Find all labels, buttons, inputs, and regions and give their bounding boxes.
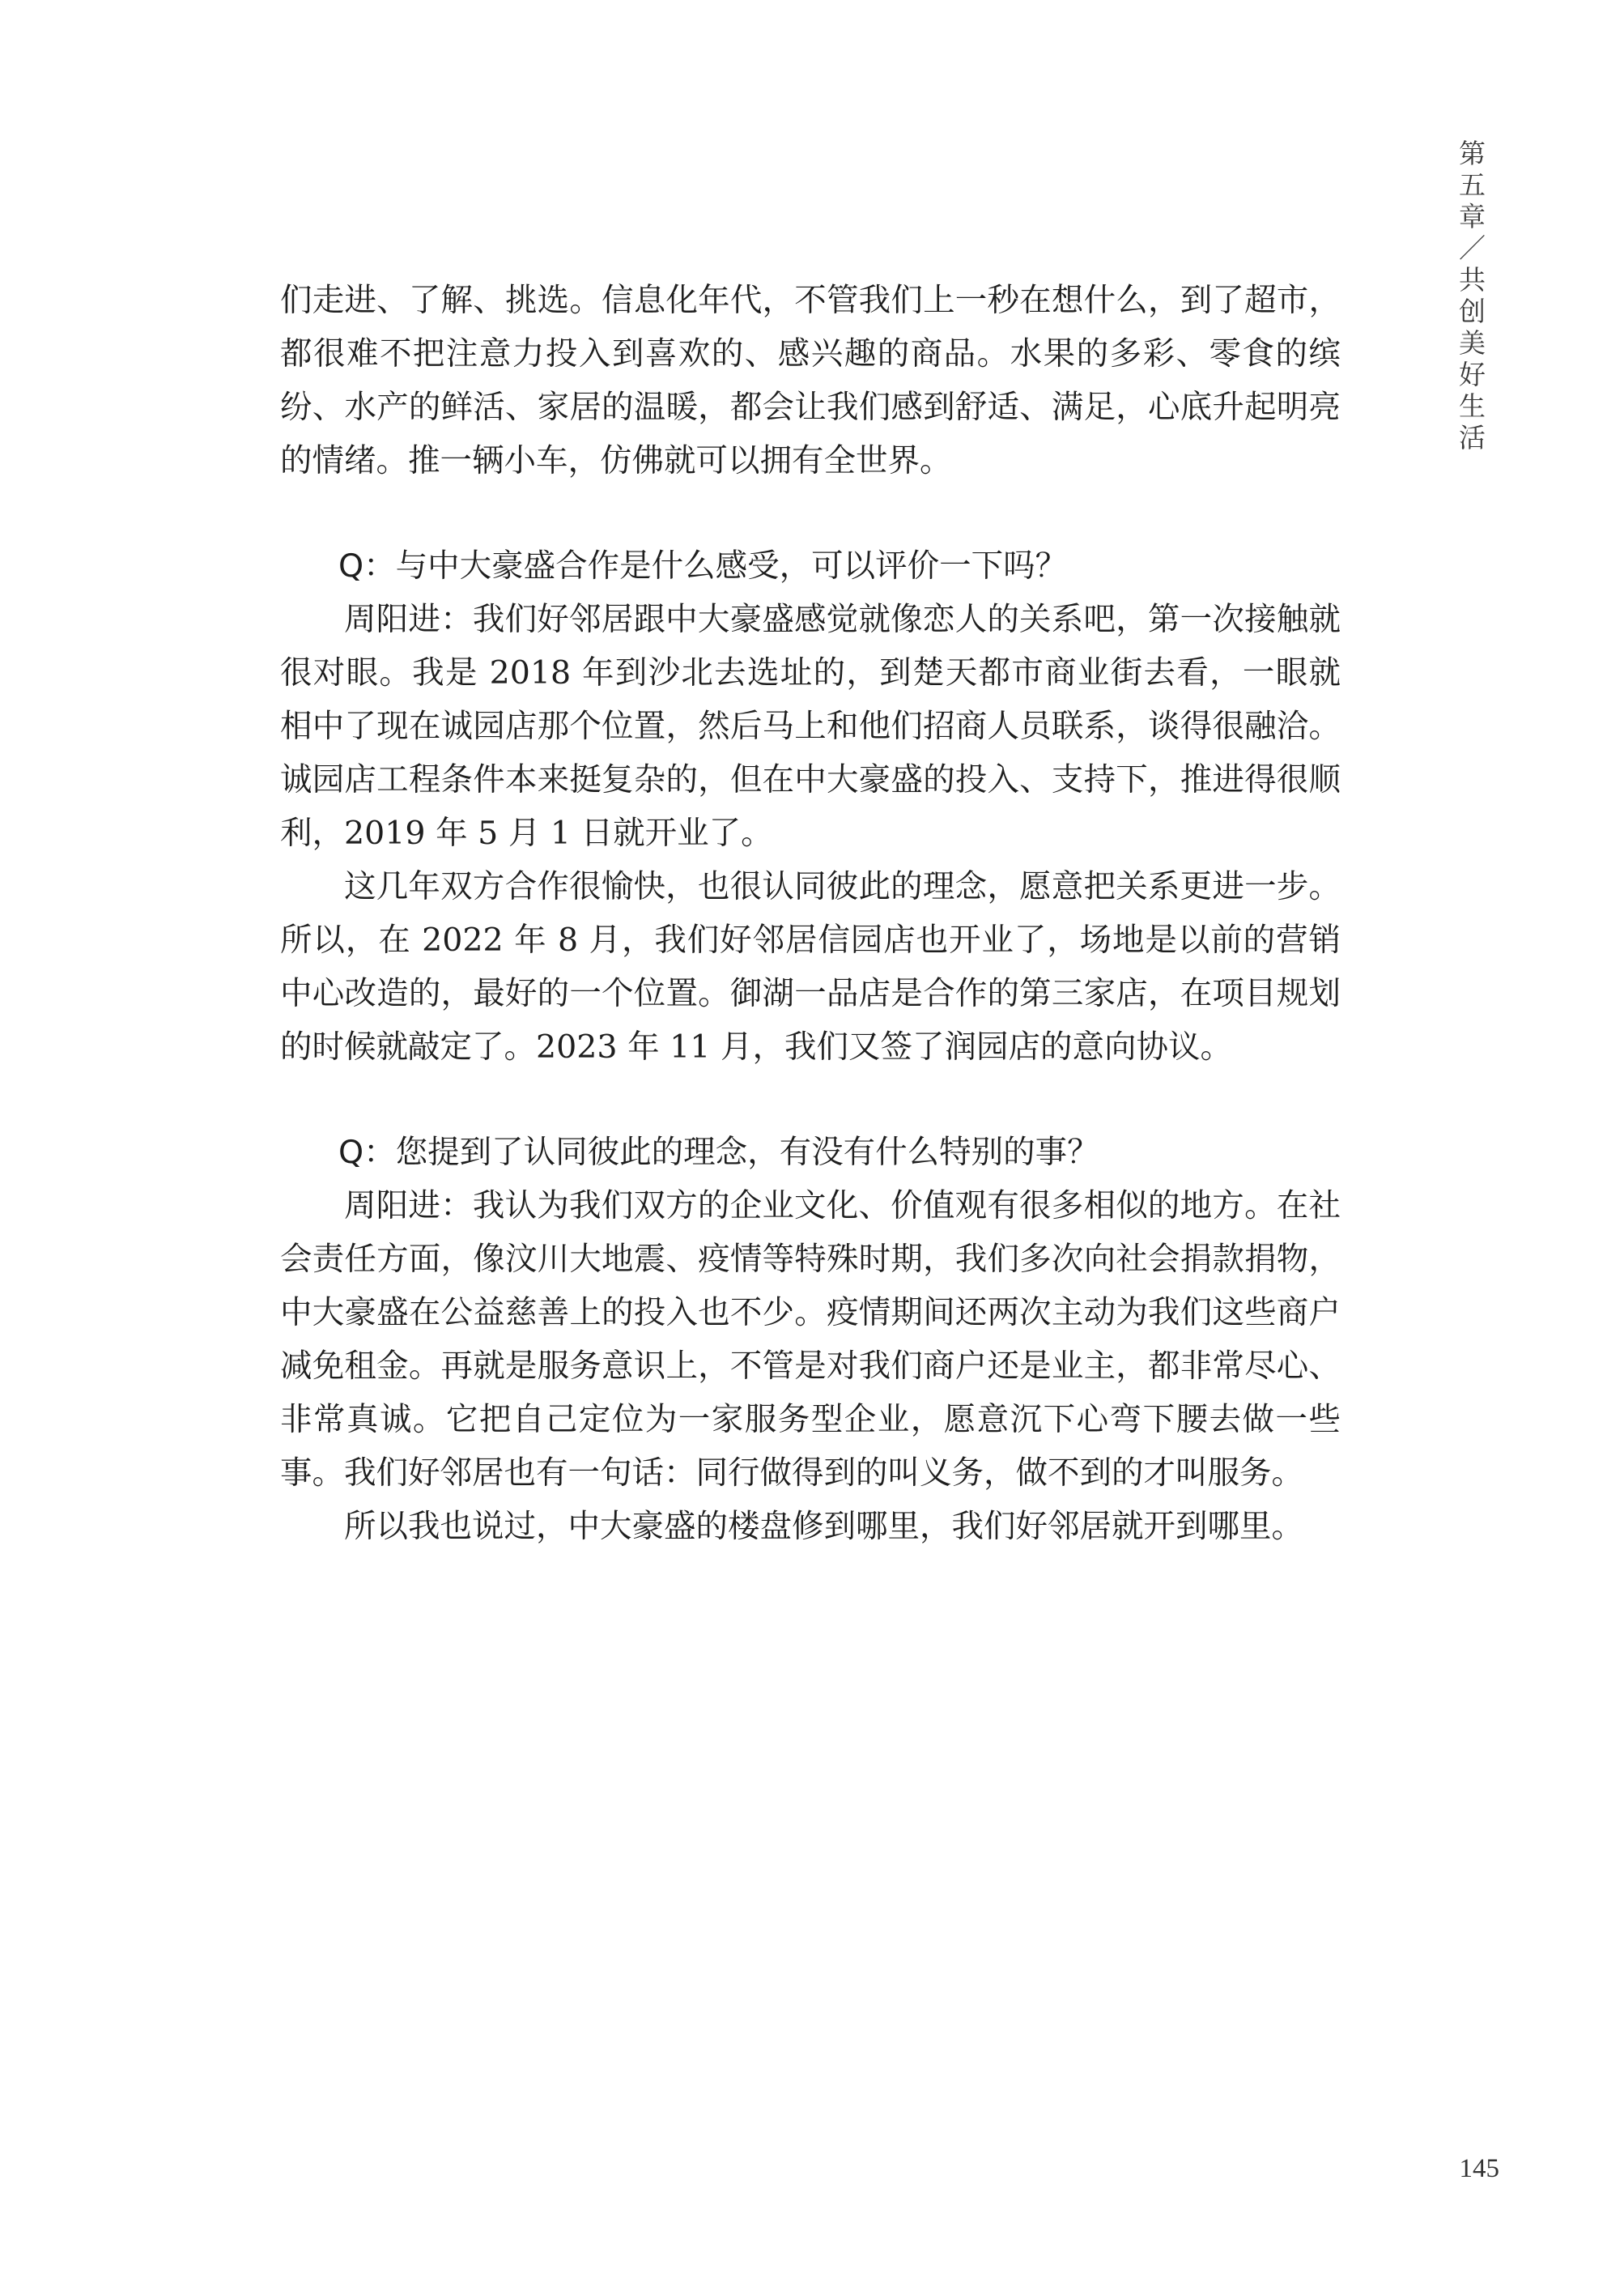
- page-number: 145: [1459, 2154, 1499, 2183]
- running-head: 第五章／共创美好生活: [1455, 139, 1486, 455]
- answer-2-paragraph-1: 周阳进：我认为我们双方的企业文化、价值观有很多相似的地方。在社会责任方面，像汶川大地震、疫情等特殊时期，我们多次向社会捐款捐物，中大豪盛在公益慈善上的投入也不少。疫情期间还两次主动为我们这些商户减免租金。再就是服务意识上，不管是对我们商户还是业主，都非常尽心、非常真诚。它把自己定位为一家服务型企业，愿意沉下心弯下腰去做一些事。我们好邻居也有一句话：同行做得到的叫义务，做不到的才叫服务。: [280, 1187, 1341, 1492]
- answer-1-paragraph-1: 周阳进：我们好邻居跟中大豪盛感觉就像恋人的关系吧，第一次接触就很对眼。我是 2018 年到沙北去选址的，到楚天都市商业街去看，一眼就相中了现在诚园店那个位置，然后马上和他们招商人员联系，谈得很融洽。诚园店工程条件本来挺复杂的，但在中大豪盛的投入、支持下，推进得很顺利，2019 年 5 月 1 日就开业了。: [280, 601, 1341, 852]
- question-2: Q：您提到了认同彼此的理念，有没有什么特别的事？: [338, 1134, 1099, 1171]
- answer-1-paragraph-2: 这几年双方合作很愉快，也很认同彼此的理念，愿意把关系更进一步。所以，在 2022 年 8 月，我们好邻居信园店也开业了，场地是以前的营销中心改造的，最好的一个位置。御湖一品店是合作的第三家店，在项目规划的时候就敲定了。2023 年 11 月，我们又签了润园店的意向协议。: [280, 868, 1341, 1066]
- page-body: [280, 274, 1341, 1553]
- section-gap: [280, 1074, 1341, 1126]
- section-gap: [280, 488, 1341, 539]
- answer-2-paragraph-2: 所以我也说过，中大豪盛的楼盘修到哪里，我们好邻居就开到哪里。: [344, 1508, 1303, 1545]
- intro-paragraph: 们走进、了解、挑选。信息化年代，不管我们上一秒在想什么，到了超市，都很难不把注意力投入到喜欢的、感兴趣的商品。水果的多彩、零食的缤纷、水产的鲜活、家居的温暖，都会让我们感到舒适、满足，心底升起明亮的情绪。推一辆小车，仿佛就可以拥有全世界。: [280, 282, 1341, 479]
- question-1: Q：与中大豪盛合作是什么感受，可以评价一下吗？: [338, 547, 1068, 585]
